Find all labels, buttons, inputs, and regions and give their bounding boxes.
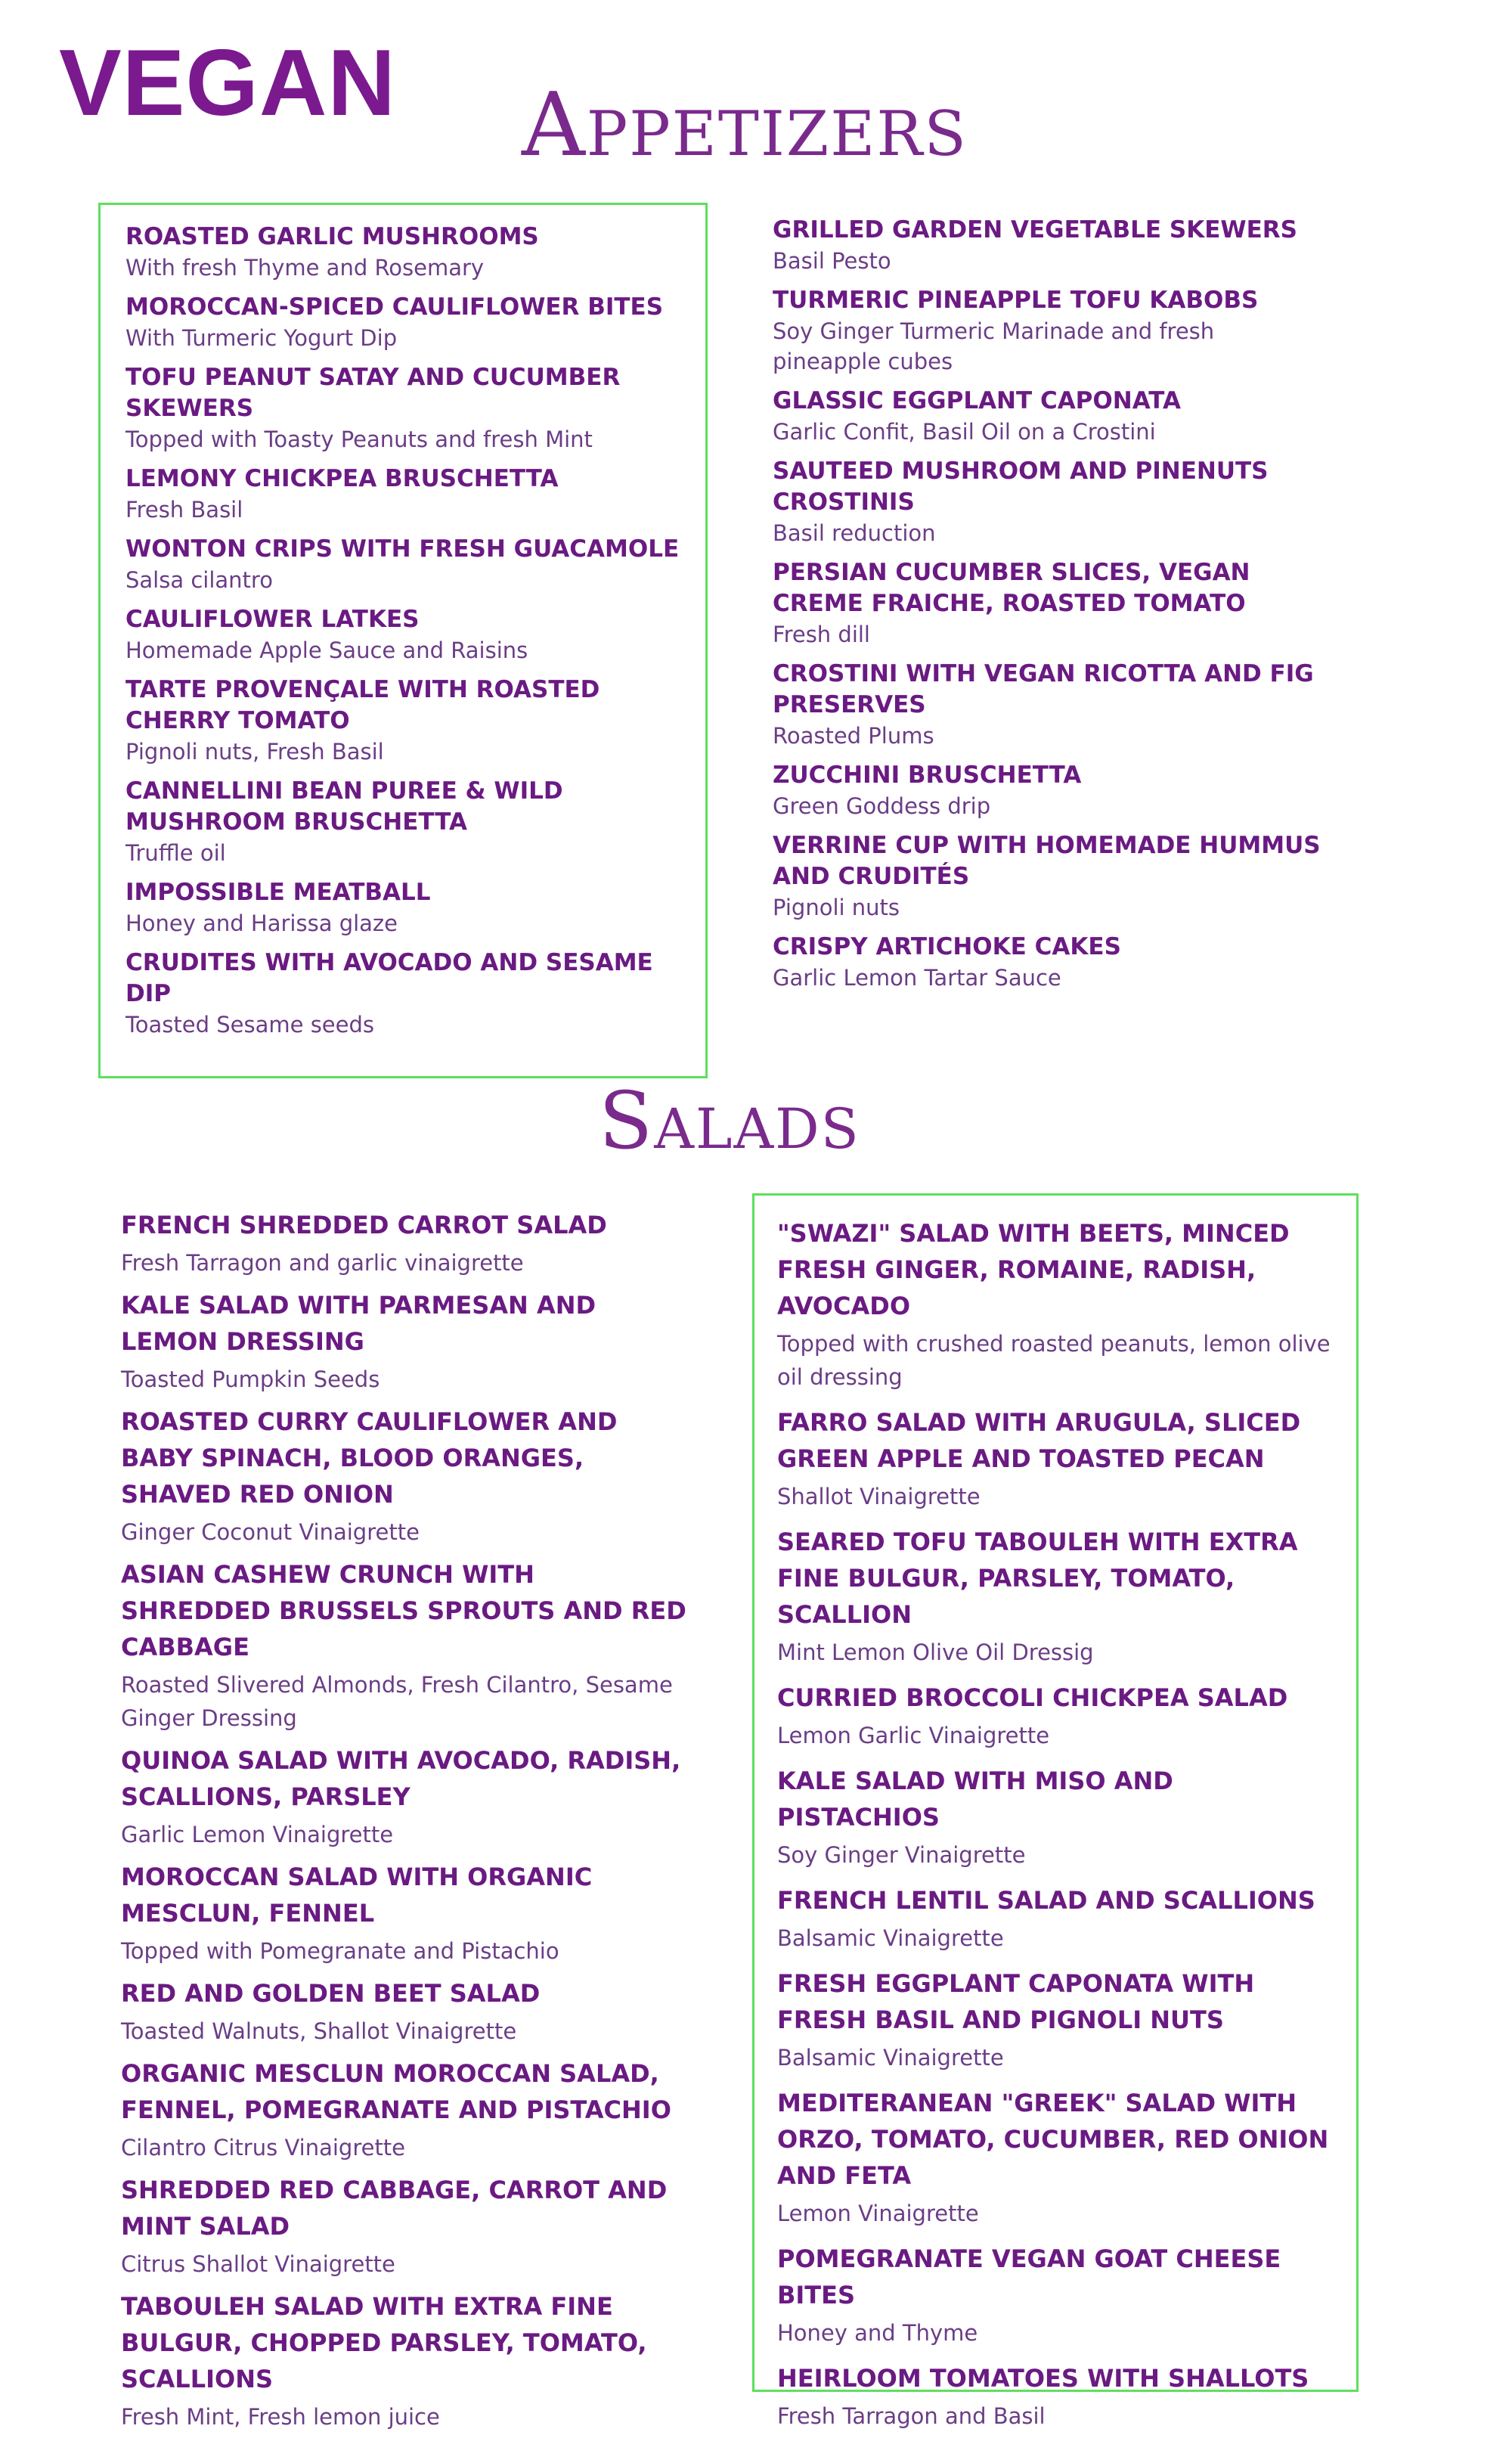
menu-item — [121, 1287, 688, 1396]
menu-item-description: Garlic Lemon Tartar Sauce — [773, 965, 1061, 991]
menu-item-description: Fresh dill — [773, 622, 870, 647]
salads-left-column — [98, 1207, 703, 2441]
menu-item — [777, 1404, 1334, 1513]
menu-item-description: Soy Ginger Turmeric Marinade and fresh pineapple cubes — [773, 318, 1215, 374]
menu-item-description: Basil reduction — [773, 520, 936, 546]
menu-item-name: ORGANIC MESCLUN MOROCCAN SALAD, FENNEL, POMEGRANATE AND PISTACHIO — [121, 2059, 671, 2124]
menu-item-description: Pignoli nuts — [773, 895, 900, 920]
menu-item — [777, 1763, 1334, 1872]
menu-item-name: TURMERIC PINEAPPLE TOFU KABOBS — [773, 287, 1259, 314]
menu-item-description: Topped with Pomegranate and Pistachio — [121, 1938, 559, 1964]
menu-item-name: SAUTEED MUSHROOM AND PINENUTS CROSTINIS — [773, 458, 1269, 516]
menu-item-name: KALE SALAD WITH PARMESAN AND LEMON DRESSING — [121, 1291, 596, 1356]
menu-item-description: Pignoli nuts, Fresh Basil — [125, 739, 384, 765]
menu-item-name: CAULIFLOWER LATKES — [125, 606, 420, 633]
menu-item-name: GRILLED GARDEN VEGETABLE SKEWERS — [773, 216, 1297, 244]
menu-item — [773, 760, 1323, 821]
menu-item-description: Lemon Garlic Vinaigrette — [777, 1723, 1050, 1748]
menu-item — [773, 557, 1323, 650]
menu-item — [125, 292, 683, 353]
menu-item — [125, 362, 683, 454]
menu-item-description: Mint Lemon Olive Oil Dressig — [777, 1639, 1094, 1665]
menu-item-name: LEMONY CHICKPEA BRUSCHETTA — [125, 465, 559, 492]
menu-item-description: Toasted Pumpkin Seeds — [121, 1366, 380, 1392]
menu-item-name: CRISPY ARTICHOKE CAKES — [773, 933, 1121, 960]
menu-item-name: MOROCCAN-SPICED CAULIFLOWER BITES — [125, 293, 664, 321]
menu-item-name: CRUDITES WITH AVOCADO AND SESAME DIP — [125, 949, 653, 1007]
menu-item-name: FRESH EGGPLANT CAPONATA WITH FRESH BASIL AND PIGNOLI NUTS — [777, 1969, 1255, 2034]
menu-item — [125, 776, 683, 868]
menu-item-name: ROASTED GARLIC MUSHROOMS — [125, 223, 539, 250]
menu-item-description: Topped with crushed roasted peanuts, lemon olive oil dressing — [777, 1331, 1331, 1390]
menu-item-description: Toasted Walnuts, Shallot Vinaigrette — [121, 2018, 517, 2044]
menu-item — [121, 2288, 688, 2434]
menu-item-name: ROASTED CURRY CAULIFLOWER AND BABY SPINACH, BLOOD ORANGES, SHAVED RED ONION — [121, 1407, 618, 1509]
menu-item-description: Fresh Tarragon and garlic vinaigrette — [121, 1250, 524, 1276]
menu-item-description: Roasted Slivered Almonds, Fresh Cilantro, Sesame Ginger Dressing — [121, 1672, 673, 1731]
menu-item-name: WONTON CRIPS WITH FRESH GUACAMOLE — [125, 535, 680, 563]
menu-item-name: PERSIAN CUCUMBER SLICES, VEGAN CREME FRAICHE, ROASTED TOMATO — [773, 559, 1250, 617]
menu-item — [773, 830, 1323, 923]
menu-item-name: FRENCH SHREDDED CARROT SALAD — [121, 1211, 607, 1239]
salads-heading: Salads — [599, 1075, 860, 1167]
menu-item-description: Fresh Basil — [125, 497, 243, 523]
menu-item-name: CANNELLINI BEAN PUREE & WILD MUSHROOM BRUSCHETTA — [125, 777, 563, 836]
menu-item-name: GLASSIC EGGPLANT CAPONATA — [773, 387, 1182, 414]
menu-item-description: Lemon Vinaigrette — [777, 2201, 979, 2226]
menu-item — [125, 464, 683, 525]
menu-item-description: Garlic Lemon Vinaigrette — [121, 1822, 394, 1847]
menu-item-name: MOROCCAN SALAD WITH ORGANIC MESCLUN, FENNEL — [121, 1863, 593, 1928]
menu-item-name: KALE SALAD WITH MISO AND PISTACHIOS — [777, 1767, 1173, 1832]
menu-item — [125, 604, 683, 665]
menu-item-name: ASIAN CASHEW CRUNCH WITH SHREDDED BRUSSELS SPROUTS AND RED CABBAGE — [121, 1560, 686, 1661]
menu-item — [125, 948, 683, 1040]
menu-item-name: TABOULEH SALAD WITH EXTRA FINE BULGUR, CHOPPED PARSLEY, TOMATO, SCALLIONS — [121, 2292, 647, 2393]
menu-item — [773, 215, 1323, 276]
menu-item-description: Fresh Tarragon and Basil — [777, 2403, 1046, 2429]
menu-item — [125, 877, 683, 938]
menu-item-description: Honey and Thyme — [777, 2320, 978, 2346]
salads-right-column — [752, 1193, 1359, 2429]
menu-item — [121, 1975, 688, 2048]
menu-item-description: Balsamic Vinaigrette — [777, 2045, 1004, 2071]
menu-item — [121, 2172, 688, 2281]
menu-item-description: Cilantro Citrus Vinaigrette — [121, 2135, 406, 2161]
menu-item — [777, 1215, 1334, 1394]
menu-item — [777, 1882, 1334, 1955]
menu-item-name: SEARED TOFU TABOULEH WITH EXTRA FINE BULGUR, PARSLEY, TOMATO, SCALLION — [777, 1528, 1298, 1629]
page-title: VEGAN — [59, 31, 396, 135]
menu-item-description: With fresh Thyme and Rosemary — [125, 255, 485, 281]
menu-item-description: Honey and Harissa glaze — [125, 910, 398, 936]
menu-item — [125, 222, 683, 283]
menu-item-name: QUINOA SALAD WITH AVOCADO, RADISH, SCALLIONS, PARSLEY — [121, 1746, 681, 1811]
menu-item — [125, 534, 683, 595]
menu-item — [773, 456, 1323, 548]
menu-item — [121, 1742, 688, 1851]
menu-item-description: Toasted Sesame seeds — [125, 1012, 374, 1038]
menu-item-name: TARTE PROVENÇALE WITH ROASTED CHERRY TOMATO — [125, 676, 600, 734]
menu-item-name: RED AND GOLDEN BEET SALAD — [121, 1979, 541, 2008]
menu-item-description: Truffle oil — [125, 840, 226, 866]
menu-item-name: ZUCCHINI BRUSCHETTA — [773, 762, 1082, 789]
menu-item-name: VERRINE CUP WITH HOMEMADE HUMMUS AND CRUDITÉS — [773, 832, 1321, 890]
menu-item-name: FARRO SALAD WITH ARUGULA, SLICED GREEN APPLE AND TOASTED PECAN — [777, 1408, 1301, 1473]
menu-item-description: Homemade Apple Sauce and Raisins — [125, 637, 528, 663]
appetizers-heading: Appetizers — [522, 74, 968, 176]
menu-item — [773, 386, 1323, 447]
menu-item-description: Ginger Coconut Vinaigrette — [121, 1519, 420, 1545]
menu-item-description: Topped with Toasty Peanuts and fresh Mint — [125, 427, 593, 452]
menu-item — [773, 932, 1323, 993]
menu-item-description: Shallot Vinaigrette — [777, 1484, 981, 1509]
menu-item-description: Garlic Confit, Basil Oil on a Crostini — [773, 419, 1156, 445]
menu-item — [773, 659, 1323, 751]
menu-item-description: Citrus Shallot Vinaigrette — [121, 2251, 395, 2277]
menu-item — [777, 1524, 1334, 1669]
appetizers-left-column — [98, 203, 708, 1078]
appetizers-right-column — [756, 203, 1346, 1002]
menu-item-name: SHREDDED RED CABBAGE, CARROT AND MINT SALAD — [121, 2176, 668, 2241]
menu-item-name: FRENCH LENTIL SALAD AND SCALLIONS — [777, 1886, 1315, 1915]
menu-item-description: Soy Ginger Vinaigrette — [777, 1842, 1026, 1868]
menu-item-name: MEDITERANEAN "GREEK" SALAD WITH ORZO, TOMATO, CUCUMBER, RED ONION AND FETA — [777, 2089, 1329, 2190]
menu-item — [777, 1965, 1334, 2074]
menu-item-description: Green Goddess drip — [773, 793, 991, 819]
menu-item — [125, 675, 683, 767]
menu-item-name: HEIRLOOM TOMATOES WITH SHALLOTS — [777, 2364, 1309, 2393]
menu-item-name: IMPOSSIBLE MEATBALL — [125, 879, 431, 906]
menu-item — [121, 1404, 688, 1549]
menu-item-description: Fresh Mint, Fresh lemon juice — [121, 2404, 440, 2430]
menu-item — [777, 1680, 1334, 1752]
menu-item-description: Basil Pesto — [773, 248, 891, 274]
menu-item — [777, 2241, 1334, 2350]
menu-item-name: "SWAZI" SALAD WITH BEETS, MINCED FRESH GINGER, ROMAINE, RADISH, AVOCADO — [777, 1219, 1290, 1320]
menu-item-name: TOFU PEANUT SATAY AND CUCUMBER SKEWERS — [125, 364, 621, 422]
menu-item — [773, 285, 1323, 377]
menu-item — [121, 1859, 688, 1968]
menu-item-name: POMEGRANATE VEGAN GOAT CHEESE BITES — [777, 2244, 1281, 2309]
menu-item-description: With Turmeric Yogurt Dip — [125, 325, 398, 351]
menu-item — [777, 2085, 1334, 2230]
menu-item — [777, 2360, 1334, 2433]
menu-item — [121, 2055, 688, 2164]
menu-item-description: Roasted Plums — [773, 723, 934, 749]
menu-item — [121, 1556, 688, 1735]
menu-item — [121, 1207, 688, 1280]
menu-item-description: Salsa cilantro — [125, 567, 273, 593]
menu-item-description: Balsamic Vinaigrette — [777, 1925, 1004, 1951]
menu-item-name: CURRIED BROCCOLI CHICKPEA SALAD — [777, 1683, 1288, 1712]
menu-item-name: CROSTINI WITH VEGAN RICOTTA AND FIG PRESERVES — [773, 660, 1314, 718]
